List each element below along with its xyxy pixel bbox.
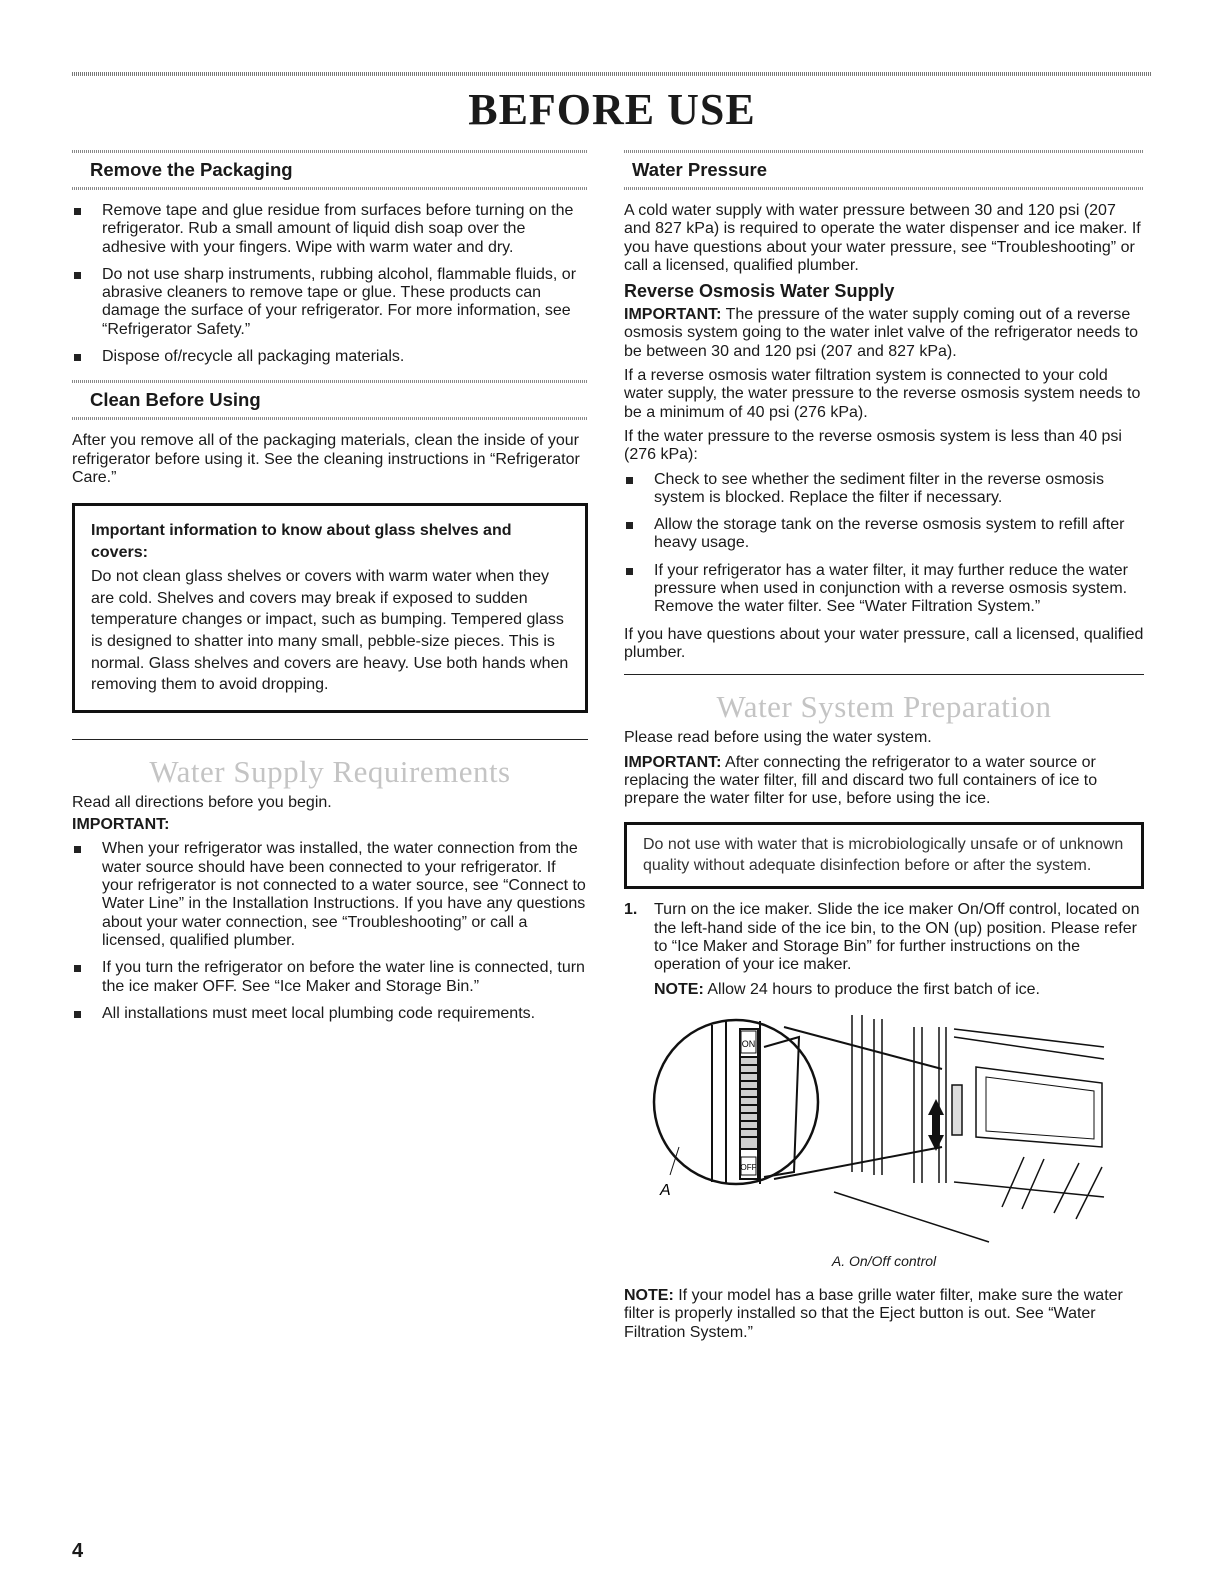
section-rule xyxy=(72,187,588,190)
ro-important-label: IMPORTANT: xyxy=(624,306,722,324)
clean-before-heading: Clean Before Using xyxy=(90,389,261,411)
list-item: All installations must meet local plumbing code requirements. xyxy=(72,1005,588,1023)
top-rule xyxy=(72,72,1152,76)
prep-important-label: IMPORTANT: xyxy=(624,753,722,771)
glass-box-heading: Important information to know about glass shelves and covers: xyxy=(91,522,512,562)
ro-paragraph-2: If a reverse osmosis water filtration system is connected to your cold water supply, the water pressure to the reverse osmosis system needs to be a minimum of 40 psi (276 kPa). xyxy=(624,367,1141,421)
glass-shelves-box xyxy=(72,503,588,713)
list-item: Dispose of/recycle all packaging materials. xyxy=(72,348,588,366)
list-item: If your refrigerator has a water filter, it may further reduce the water pressure when used in conjunction with a reverse osmosis system. Remove the water filter. See “Water Filtration System.” xyxy=(624,562,1144,617)
figure-caption: A. On/Off control xyxy=(831,1252,937,1269)
right-column xyxy=(624,150,1144,1342)
supply-list xyxy=(72,840,588,1023)
warning-box xyxy=(624,822,1144,889)
water-supply-requirements-heading: Water Supply Requirements xyxy=(149,753,511,789)
clean-before-text: After you remove all of the packaging materials, clean the inside of your refrigerator before using it. See the cleaning instructions in “Refrigerator Care.” xyxy=(72,432,580,486)
supply-important-label: IMPORTANT: xyxy=(72,816,170,834)
step-item xyxy=(624,901,1144,998)
prep-intro: Please read before using the water system. xyxy=(624,729,932,747)
ice-maker-figure xyxy=(624,1007,1144,1247)
left-column xyxy=(72,150,588,1032)
prep-steps xyxy=(624,901,1144,998)
ro-heading: Reverse Osmosis Water Supply xyxy=(624,281,895,302)
off-label: OFF xyxy=(740,1162,757,1172)
water-pressure-heading: Water Pressure xyxy=(632,159,768,180)
step-note xyxy=(654,981,1144,999)
supply-intro: Read all directions before you begin. xyxy=(72,793,332,811)
section-divider xyxy=(624,674,1144,675)
prep-important-text: After connecting the refrigerator to a water source or replacing the water filter, fill and discard two full containers of ice to prepare the water filter for use, before using the ice. xyxy=(624,753,1098,808)
note-text: Allow 24 hours to produce the first batch of ice. xyxy=(703,980,1040,998)
ro-paragraph-4: If you have questions about your water pressure, call a licensed, qualified plumber. xyxy=(624,625,1144,661)
note-2-text: If your model has a base grille water filter, make sure the water filter is properly installed so that the Eject button is out. See “Water Filtration System.” xyxy=(624,1286,1123,1341)
page-title: BEFORE USE xyxy=(468,85,756,134)
prep-important xyxy=(624,754,1144,809)
remove-packaging-heading: Remove the Packaging xyxy=(90,159,293,180)
ro-important xyxy=(624,306,1144,361)
list-item: When your refrigerator was installed, the water connection from the water source should have been connected to your refrigerator. If your refrigerator is not connected to a water source, see “Connect to Water Line” in the Installation Instructions. If you have any questions about your water connection, see “Troubleshooting” or call a licensed, qualified plumber. xyxy=(72,840,588,950)
list-item: Check to see whether the sediment filter in the reverse osmosis system is blocked. Replace the filter if necessary. xyxy=(624,471,1144,508)
ro-important-text: The pressure of the water supply coming out of a reverse osmosis system going to the water inlet valve of the refrigerator needs to be between 30 and 120 psi (207 and 827 kPa). xyxy=(624,306,1139,360)
section-divider xyxy=(72,739,588,740)
warning-text: Do not use with water that is microbiologically unsafe or of unknown quality without adequate disinfection before or after the system. xyxy=(643,836,1124,874)
note-2-label: NOTE: xyxy=(624,1286,674,1304)
callout-a: A xyxy=(660,1181,671,1199)
glass-box-text: Do not clean glass shelves or covers with warm water when they are cold. Shelves and covers may break if exposed to sudden temperature changes or impact, such as bumping. Tempered glass is designed to shatter into many small, pebble-size pieces. This is normal. Glass shelves and covers are heavy. Use both hands when removing them to avoid dropping. xyxy=(91,568,569,694)
water-pressure-text: A cold water supply with water pressure between 30 and 120 psi (207 and 827 kPa) is required to operate the water dispenser and ice maker. If you have questions about your water pressure, see “Troubleshooting” or call a licensed, qualified plumber. xyxy=(624,202,1141,274)
on-label: ON xyxy=(741,1038,756,1049)
note-label: NOTE: xyxy=(654,980,704,998)
list-item: If you turn the refrigerator on before the water line is connected, turn the ice maker OFF. See “Ice Maker and Storage Bin.” xyxy=(72,959,588,996)
section-rule xyxy=(72,417,588,420)
ro-list xyxy=(624,471,1144,617)
list-item: Do not use sharp instruments, rubbing alcohol, flammable fluids, or abrasive cleaners to remove tape or glue. These products can damage the surface of your refrigerator. For more information, see “Refrigerator Safety.” xyxy=(72,266,588,339)
ro-paragraph-3: If the water pressure to the reverse osmosis system is less than 40 psi (276 kPa): xyxy=(624,427,1122,464)
step-number: 1. xyxy=(624,901,638,919)
note-2 xyxy=(624,1287,1144,1342)
section-rule xyxy=(624,187,1144,190)
water-system-preparation-heading: Water System Preparation xyxy=(716,689,1052,725)
list-item: Allow the storage tank on the reverse osmosis system to refill after heavy usage. xyxy=(624,516,1144,553)
page-number: 4 xyxy=(72,1540,84,1562)
remove-packaging-list xyxy=(72,202,588,366)
step-text: Turn on the ice maker. Slide the ice maker On/Off control, located on the left-hand side of the ice bin, to the ON (up) position. Please refer to “Ice Maker and Storage Bin” for further instructions on the operation of your ice maker. xyxy=(654,901,1140,974)
list-item: Remove tape and glue residue from surfaces before turning on the refrigerator. Rub a small amount of liquid dish soap over the adhesive with your fingers. Wipe with warm water and dry. xyxy=(72,202,588,257)
